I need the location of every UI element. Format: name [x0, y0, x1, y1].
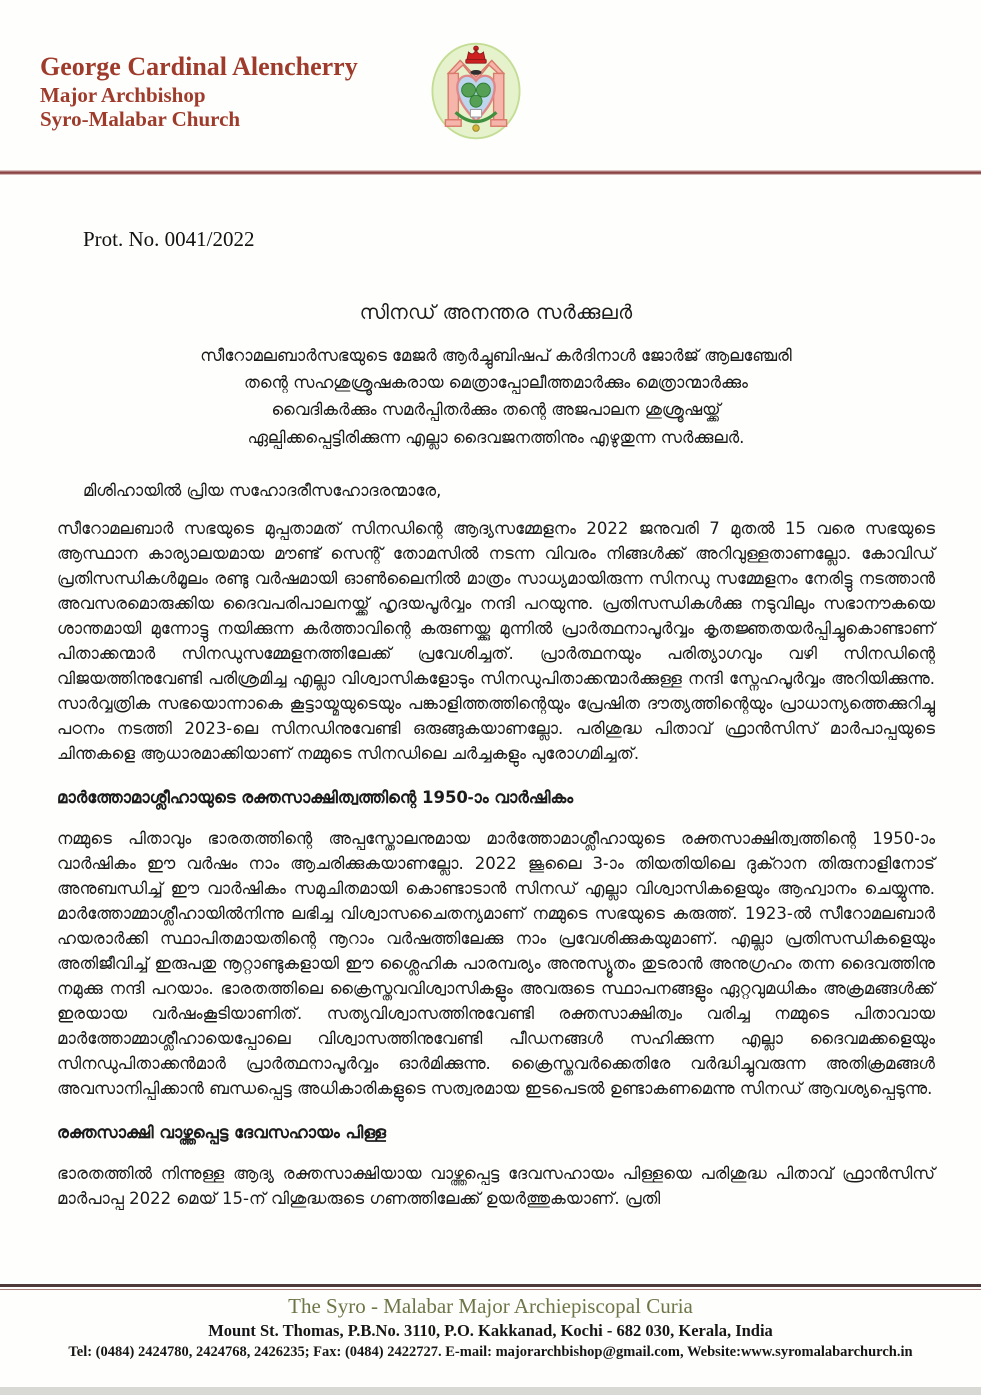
protocol-number: Prot. No. 0041/2022	[83, 227, 255, 251]
letter-footer	[0, 1284, 981, 1361]
archbishop-title: Major Archbishop	[40, 82, 206, 107]
scan-edge	[0, 1387, 981, 1395]
curia-address: Mount St. Thomas, P.B.No. 3110, P.O. Kakkanad, Kochi - 682 030, Kerala, India	[208, 1321, 773, 1340]
archbishop-name: George Cardinal Alencherry	[40, 52, 358, 81]
paragraph-martyrdom-anniversary: നമ്മുടെ പിതാവും ഭാരതത്തിന്റെ അപ്പസ്തോലനുമായ മാർത്തോമാശ്ലീഹായുടെ രക്തസാക്ഷിത്വത്തിന്റെ 1950-ാം വാർഷികം ഈ വർഷം നാം ആചരിക്കുകയാണല്ലോ. 2022 ജൂലൈ 3-ാം തിയതിയിലെ ദുക്റാന തിരുനാളിനോട് അനുബന്ധിച്ച് ഈ വാർഷികം സമുചിതമായി കൊണ്ടാടാൻ സിനഡ് എല്ലാ വിശ്വാസികളെയും ആഹ്വാനം ചെയ്യുന്നു. മാർത്തോമ്മാശ്ലീഹായിൽനിന്നു ലഭിച്ച വിശ്വാസചൈതന്യമാണ് നമ്മുടെ സഭയുടെ കരുത്ത്. 1923-ൽ സീറോമലബാർ ഹയരാർക്കി സ്ഥാപിതമായതിന്റെ നൂറാം വർഷത്തിലേക്കു നാം പ്രവേശിക്കുകയുമാണ്. എല്ലാ പ്രതിസന്ധികളെയും അതിജീവിച്ച് ഇരുപതു നൂറ്റാണ്ടുകളായി ഈ ശ്ലൈഹിക പാരമ്പര്യം അനുസ്യൂതം തുടരാൻ അനുഗ്രഹം തന്ന ദൈവത്തിനു നമുക്കു നന്ദി പറയാം. ഭാരതത്തിലെ ക്രൈസ്തവവിശ്വാസികളും അവരുടെ സ്ഥാപനങ്ങളും ഏറ്റവുമധികം അക്രമങ്ങൾക്ക് ഇരയായ വർഷംകൂടിയാണിത്. സത്യവിശ്വാസത്തിനുവേണ്ടി രക്തസാക്ഷിത്വം വരിച്ച നമ്മുടെ പിതാവായ മാർത്തോമ്മാശ്ലീഹായെപ്പോലെ വിശ്വാസത്തിനുവേണ്ടി പീഡനങ്ങൾ സഹിക്കുന്ന എല്ലാ ദൈവമക്കളെയും സിനഡുപിതാക്കൻമാർ പ്രാർത്ഥനാപൂർവ്വം ഓർമിക്കുന്നു. ക്രൈസ്തവർക്കെതിരേ വർദ്ധിച്ചുവരുന്ന അതിക്രമങ്ങൾ അവസാനിപ്പിക്കാൻ ബന്ധപ്പെട്ട അധികാരികളുടെ സത്വരമായ ഇടപെടൽ ഉണ്ടാകണമെന്നു സിനഡ് ആവശ്യപ്പെടുന്നു.	[57, 828, 935, 1098]
document-title: സിനഡ് അനന്തര സർക്കുലർ	[359, 300, 633, 324]
church-name: Syro-Malabar Church	[40, 107, 241, 132]
heading-devasahayam-pillai: രക്തസാക്ഷി വാഴ്ത്തപ്പെട്ട ദേവസഹായം പിള്ള	[57, 1122, 386, 1142]
letter-body	[0, 227, 981, 1211]
coat-of-arms-icon	[428, 40, 524, 142]
letterhead-text	[40, 52, 358, 132]
letterhead	[0, 0, 981, 170]
subtitle-line: സീറോമലബാർസഭയുടെ മേജർ ആർച്ചുബിഷപ് കർദിനാൾ ജോർജ് ആലഞ്ചേരി	[200, 346, 792, 365]
heading-martyrdom-anniversary: മാർത്തോമാശ്ലീഹായുടെ രക്തസാക്ഷിത്വത്തിന്റെ 1950-ാം വാർഷികം	[57, 787, 574, 807]
curia-name: The Syro - Malabar Major Archiepiscopal Curia	[288, 1294, 693, 1318]
salutation: മിശിഹായിൽ പ്രിയ സഹോദരീസഹോദരന്മാരേ,	[83, 480, 442, 500]
document-subtitle	[57, 342, 935, 451]
paragraph-synod-session: സീറോമലബാർ സഭയുടെ മുപ്പതാമത് സിനഡിന്റെ ആദ്യസമ്മേളനം 2022 ജനുവരി 7 മുതൽ 15 വരെ സഭയുടെ ആസ്ഥാന കാര്യാലയമായ മൗണ്ട് സെന്റ് തോമസിൽ നടന്ന വിവരം നിങ്ങൾക്ക് അറിവുള്ളതാണല്ലോ. കോവിഡ് പ്രതിസന്ധികൾമൂലം രണ്ടു വർഷമായി ഓൺലൈനിൽ മാത്രം സാധ്യമായിരുന്ന സിനഡു സമ്മേളനം നേരിട്ടു നടത്താൻ അവസരമൊരുക്കിയ ദൈവപരിപാലനയ്ക്ക് ഹൃദയപൂർവ്വം നന്ദി പറയുന്നു. പ്രതിസന്ധികൾക്കു നടുവിലും സഭാനൗകയെ ശാന്തമായി മുന്നോട്ടു നയിക്കുന്ന കർത്താവിന്റെ കരുണയ്ക്കു മുന്നിൽ പ്രാർത്ഥനാപൂർവ്വം കൃതജ്ഞതയർപ്പിച്ചുകൊണ്ടാണ് പിതാക്കന്മാർ സിനഡുസമ്മേളനത്തിലേക്ക് പ്രവേശിച്ചത്. പ്രാർത്ഥനയും പരിത്യാഗവും വഴി സിനഡിന്റെ വിജയത്തിനുവേണ്ടി പരിശ്രമിച്ച എല്ലാ വിശ്വാസികളോടും സിനഡുപിതാക്കന്മാർക്കുള്ള നന്ദി സ്നേഹപൂർവ്വം അറിയിക്കുന്നു. സാർവ്വത്രിക സഭയൊന്നാകെ കൂട്ടായ്മയുടെയും പങ്കാളിത്തത്തിന്റെയും പ്രേഷിത ദൗത്യത്തിന്റെയും പ്രാധാന്യത്തെക്കുറിച്ചു പഠനം നടത്തി 2023-ലെ സിനഡിനുവേണ്ടി ഒരുങ്ങുകയാണല്ലോ. പരിശുദ്ധ പിതാവ് ഫ്രാൻസിസ് മാർപാപ്പയുടെ ചിന്തകളെ ആധാരമാക്കിയാണ് നമ്മുടെ സിനഡിലെ ചർച്ചകളും പുരോഗമിച്ചത്.	[57, 518, 935, 763]
paragraph-devasahayam-pillai: ഭാരതത്തിൽ നിന്നുള്ള ആദ്യ രക്തസാക്ഷിയായ വാഴ്ത്തപ്പെട്ട ദേവസഹായം പിള്ളയെ പരിശുദ്ധ പിതാവ് ഫ്രാൻസിസ് മാർപാപ്പ 2022 മെയ് 15-ന് വിശുദ്ധരുടെ ഗണത്തിലേക്ക് ഉയർത്തുകയാണ്. പ്രതി	[57, 1163, 935, 1208]
curia-contact-info: Tel: (0484) 2424780, 2424768, 2426235; Fax: (0484) 2422727. E-mail: majorarchbishop@gmail.com, Website:www.syromalabarchurch.in	[68, 1344, 913, 1360]
header-divider	[0, 170, 981, 175]
subtitle-line: തന്റെ സഹശുശ്രൂഷകരായ മെത്രാപ്പോലീത്തമാർക്കും മെത്രാന്മാർക്കും	[244, 373, 748, 393]
subtitle-line: ഏല്പിക്കപ്പെട്ടിരിക്കുന്ന എല്ലാ ദൈവജനത്തിനും എഴുതുന്ന സർക്കുലർ.	[247, 427, 745, 447]
subtitle-line: വൈദികർക്കും സമർപ്പിതർക്കും തന്റെ അജപാലന ശുശ്രൂഷയ്ക്ക്	[271, 400, 721, 420]
footer-divider	[0, 1284, 981, 1290]
